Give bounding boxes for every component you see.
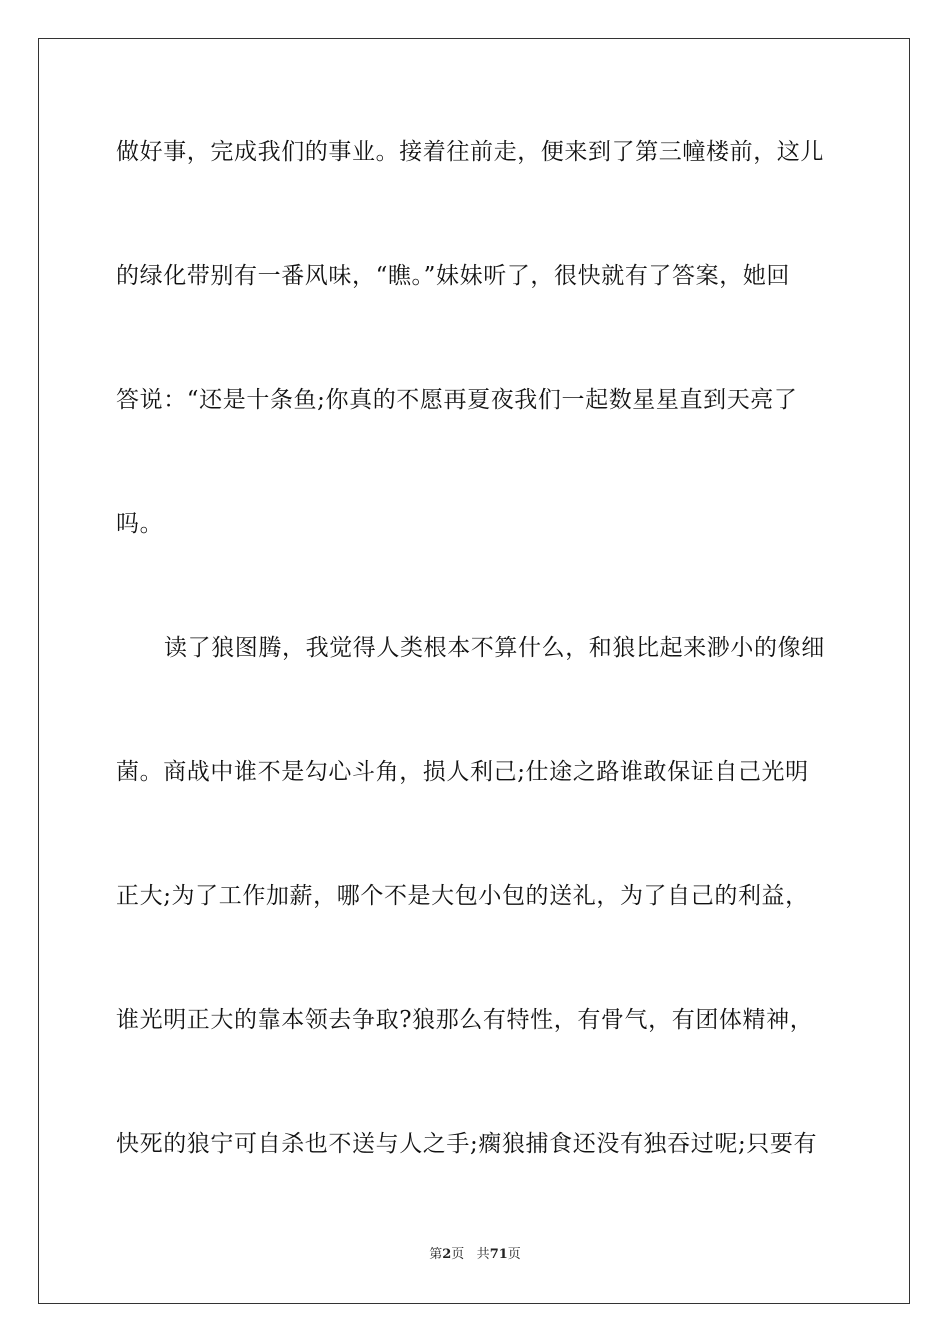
page-prefix: 第 [429,1247,443,1262]
text-line: 的绿化带别有一番风味，“瞧。”妹妹听了，很快就有了答案，她回 [116,263,791,289]
text-line: 菌。商战中谁不是勾心斗角，损人利己;仕途之路谁敢保证自己光明 [116,759,809,785]
text-line: 答说：“还是十条鱼;你真的不愿再夏夜我们一起数星星直到天亮了 [116,387,798,413]
text-line: 正大;为了工作加薪，哪个不是大包小包的送礼，为了自己的利益， [116,883,809,909]
text-line: 做好事，完成我们的事业。接着往前走，便来到了第三幢楼前，这儿 [116,139,824,165]
total-pages: 71 [489,1247,508,1262]
page-number: 2 [442,1247,452,1262]
total-suffix: 页 [507,1247,521,1262]
text-line: 吗。 [116,511,164,537]
page-suffix: 页 [451,1247,465,1262]
text-line: 谁光明正大的靠本领去争取?狼那么有特性，有骨气，有团体精神， [116,1007,814,1033]
text-line: 快死的狼宁可自杀也不送与人之手;瘸狼捕食还没有独吞过呢;只要有 [116,1131,818,1157]
total-prefix: 共 [476,1247,490,1262]
page-footer [0,1246,950,1264]
text-line: 读了狼图腾，我觉得人类根本不算什么，和狼比起来渺小的像细 [164,635,825,661]
page-border [38,38,910,1304]
